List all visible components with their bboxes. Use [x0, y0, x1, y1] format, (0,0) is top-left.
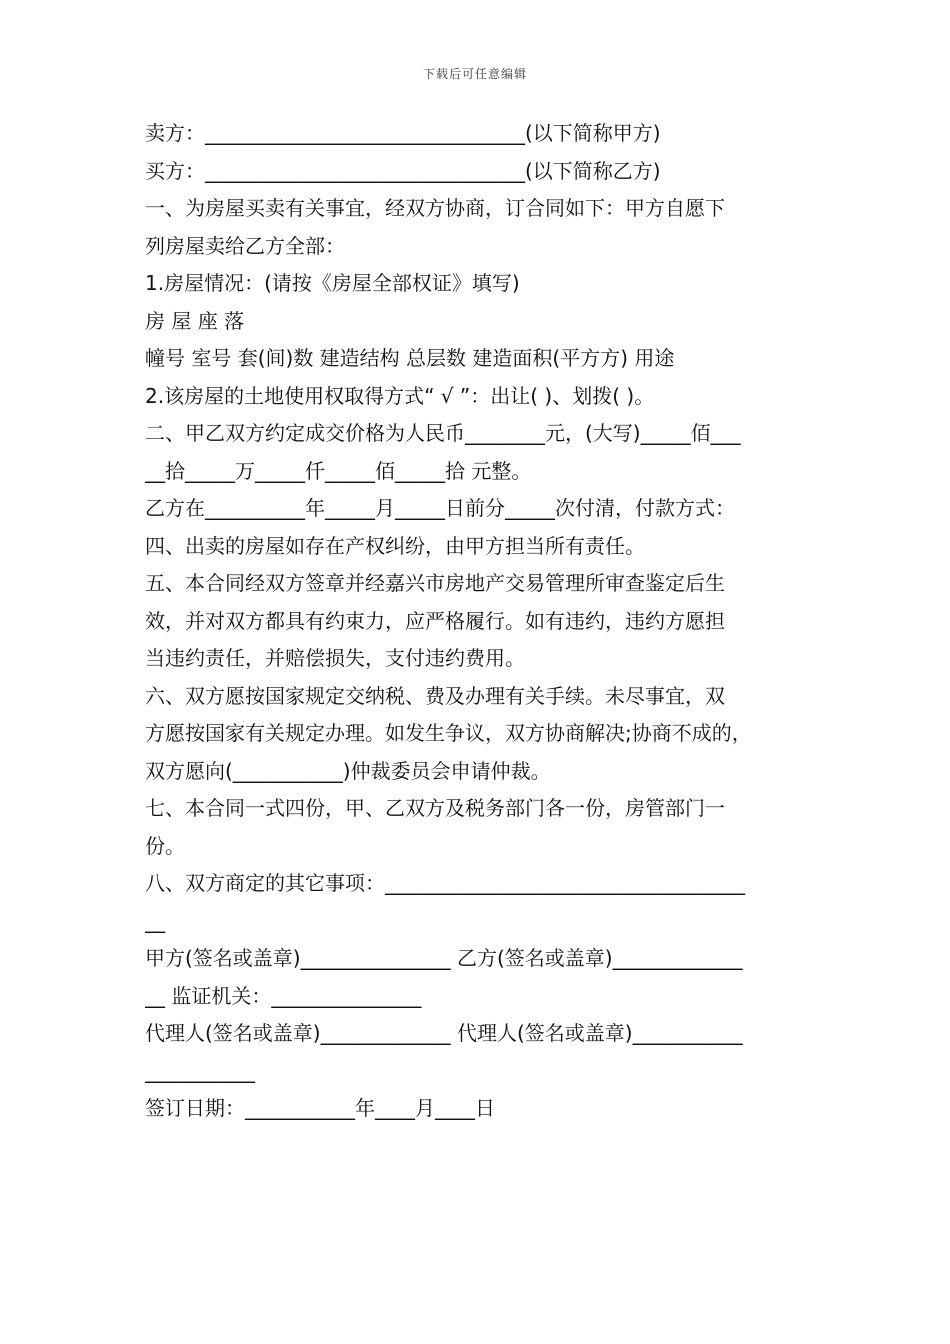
page-header: 下载后可任意编辑 [422, 67, 527, 81]
clause-1-line-1: 一、为房屋买卖有关事宜，经双方协商，订合同如下：甲方自愿下 [145, 196, 725, 220]
agent-signature-line-2: ___________ [145, 1058, 255, 1083]
property-fields-row: 幢号 室号 套(间)数 建造结构 总层数 建造面积(平方方) 用途 [145, 346, 675, 370]
clause-7-line-2: 份。 [145, 833, 185, 858]
property-info-heading: 1.房屋情况：(请按《房屋全部权证》填写) [145, 271, 520, 295]
clause-6-line-2: 方愿按国家有关规定办理。如发生争议，双方协商解决;协商不成的， [145, 721, 752, 745]
agent-signature-line-1: 代理人(签名或盖章)_____________ 代理人(签名或盖章)___________ [145, 1021, 743, 1045]
clause-6-line-1: 六、双方愿按国家规定交纳税、费及办理有关手续。未尽事宜，双 [145, 683, 725, 708]
contract-body [145, 115, 825, 1128]
clause-6-line-3: 双方愿向(___________)仲裁委员会申请仲裁。 [145, 758, 551, 783]
clause-4-line: 四、出卖的房屋如存在产权纠纷，由甲方担当所有责任。 [145, 533, 645, 558]
property-location-label: 房 屋 座 落 [145, 308, 245, 333]
clause-7-line-1: 七、本合同一式四份，甲、乙双方及税务部门各一份，房管部门一 [145, 796, 725, 820]
buyer-line: 买方：________________________________(以下简称乙方) [145, 158, 661, 183]
land-use-right-line: 2.该房屋的土地使用权取得方式“ √ ”：出让( )、划拨( )。 [145, 383, 655, 408]
payment-line: 乙方在__________年_____月_____日前分_____次付清，付款方式： [145, 496, 735, 520]
clause-5-line-2: 效，并对双方都具有约束力，应严格履行。如有违约，违约方愿担 [145, 608, 725, 633]
clause-5-line-1: 五、本合同经双方签章并经嘉兴市房地产交易管理所审查鉴定后生 [145, 571, 725, 595]
signing-date-line: 签订日期：___________年____月____日 [145, 1096, 495, 1120]
signature-line-1: 甲方(签名或盖章)_______________ 乙方(签名或盖章)_____________ [145, 946, 743, 970]
seller-line: 卖方：________________________________(以下简称甲方) [145, 121, 661, 145]
clause-2-line-2: __拾_____万_____仟_____佰_____拾 元整。 [145, 458, 532, 483]
clause-2-line-1: 二、甲乙双方约定成交价格为人民币________元，(大写)_____佰___ [145, 421, 741, 445]
signature-line-2: __ 监证机关：_______________ [145, 983, 422, 1008]
clause-8-line-1: 八、双方商定的其它事项：____________________________________ [145, 871, 745, 895]
clause-5-line-3: 当违约责任，并赔偿损失，支付违约费用。 [145, 646, 525, 670]
clause-8-line-2: __ [145, 908, 165, 933]
clause-1-line-2: 列房屋卖给乙方全部： [145, 233, 345, 258]
